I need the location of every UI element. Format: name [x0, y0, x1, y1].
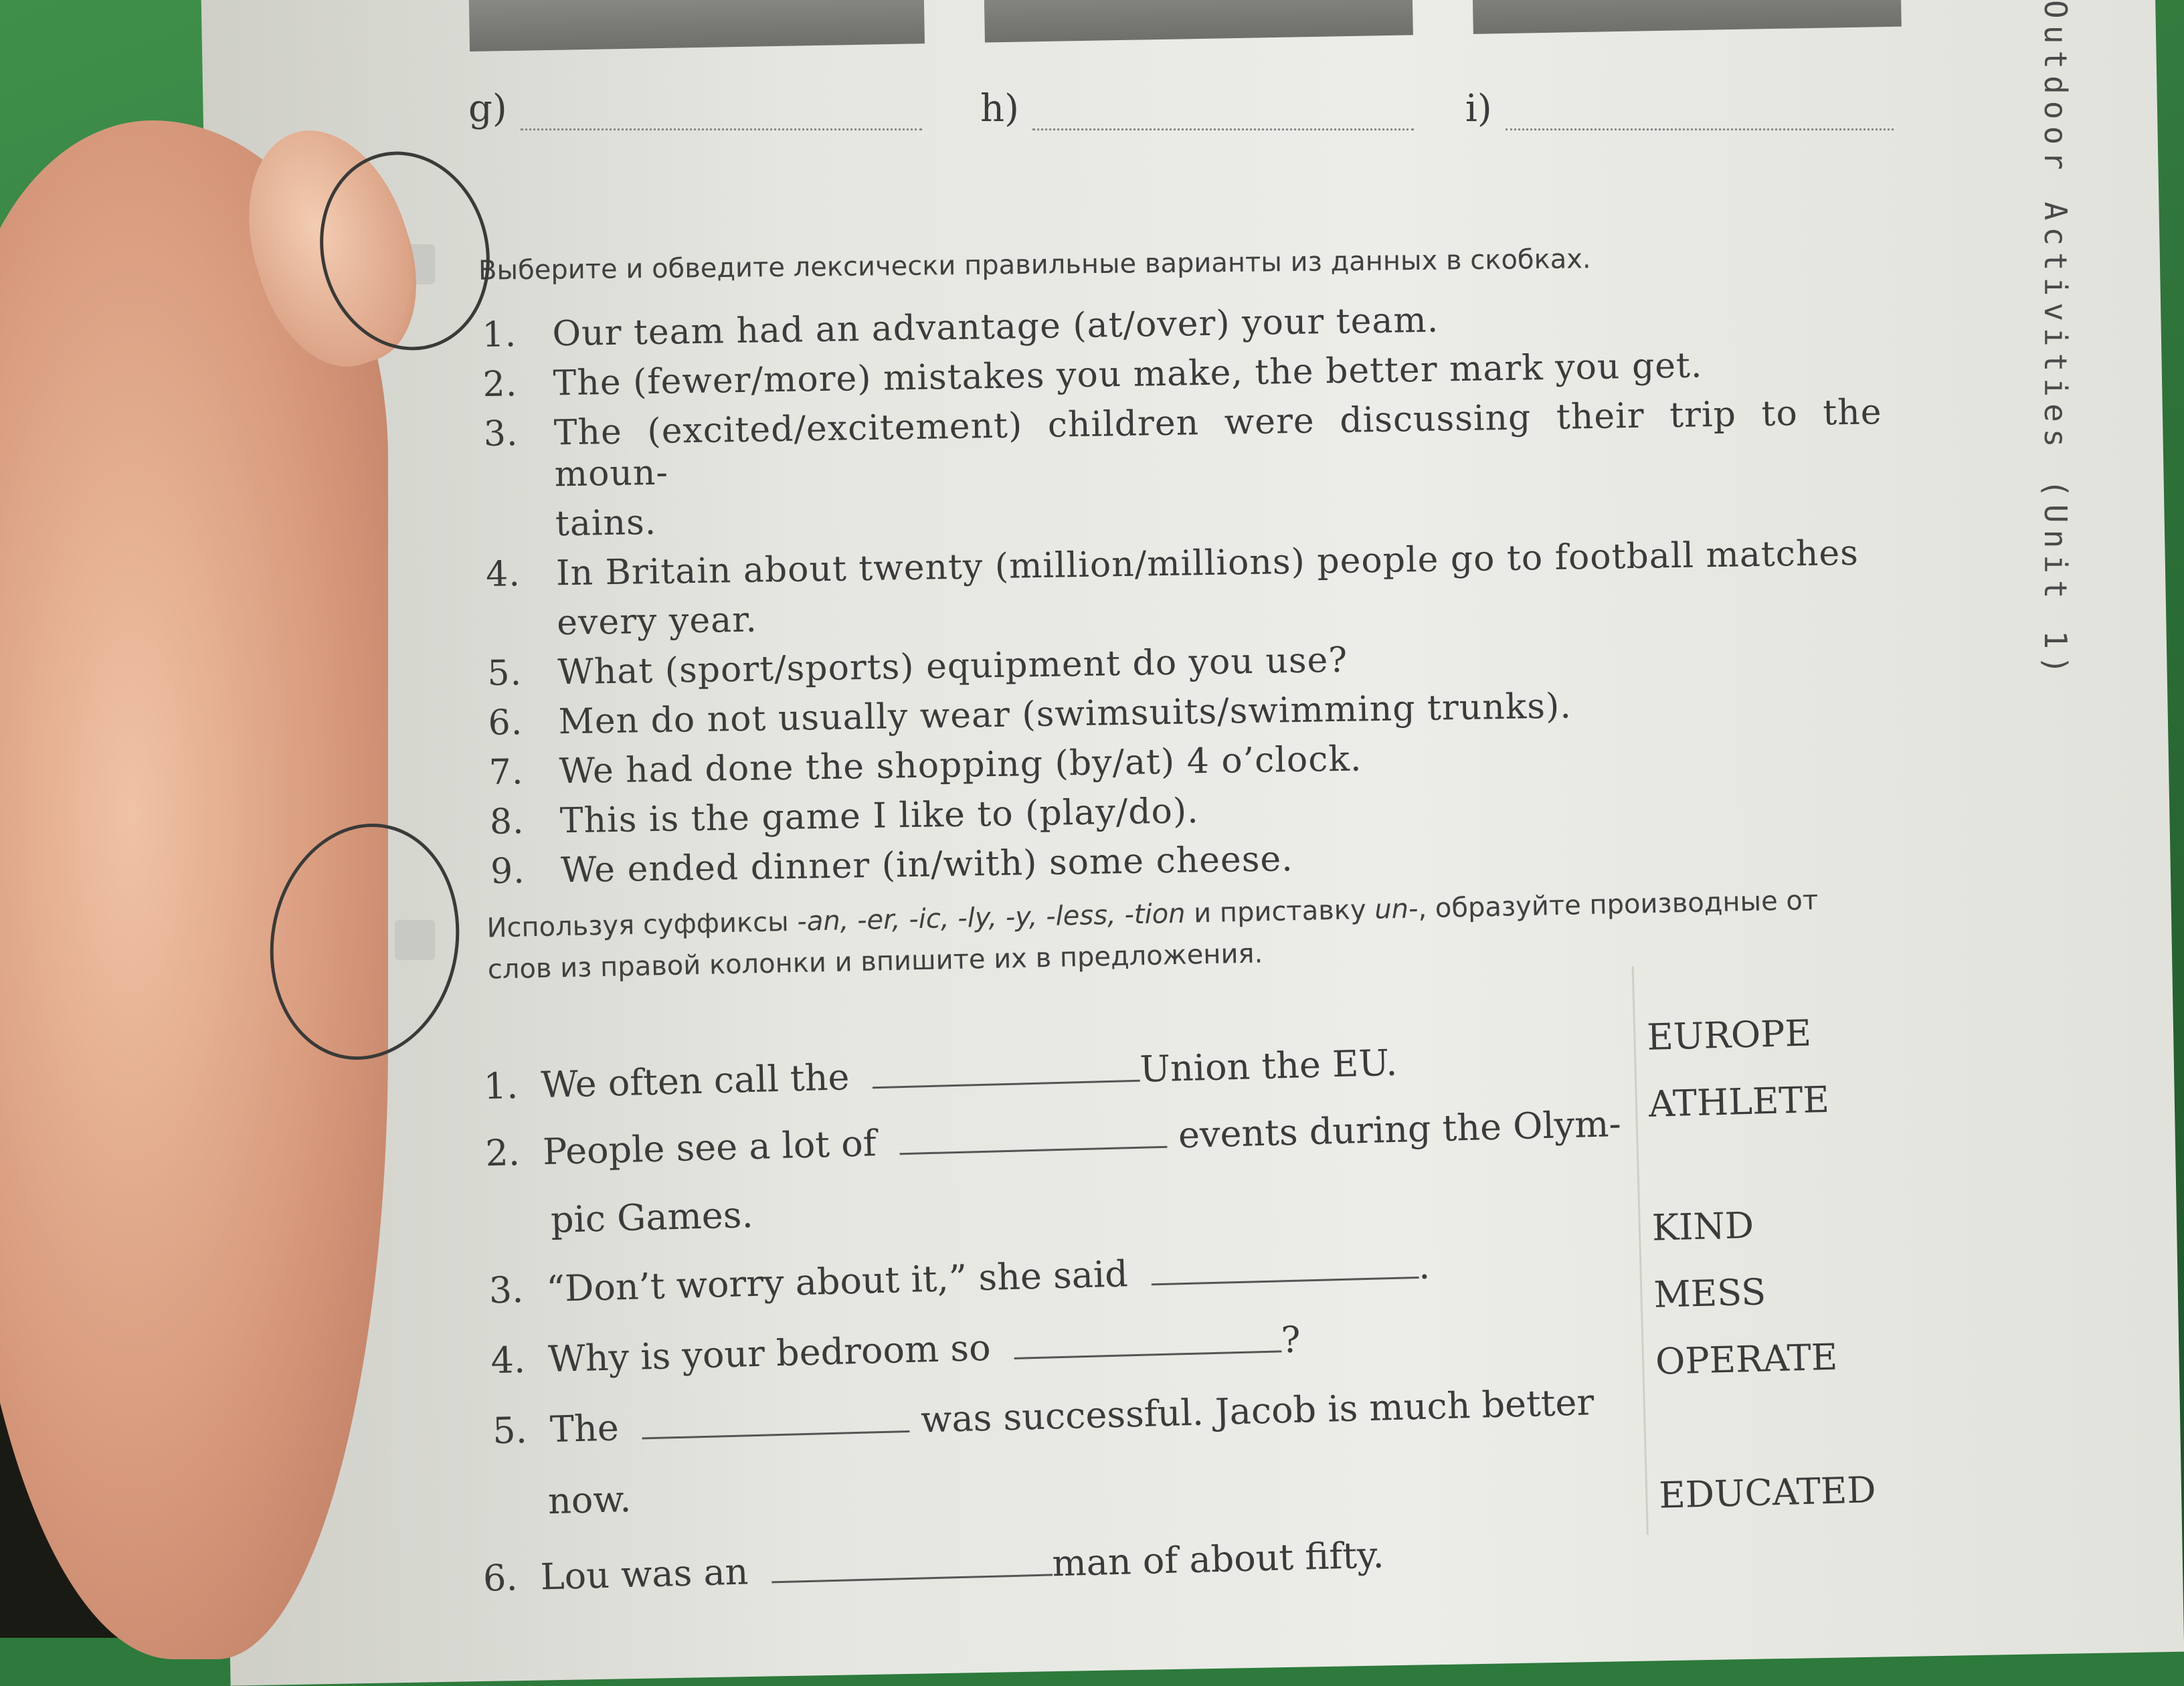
list-item: tains. — [555, 502, 657, 545]
list-item: 7. We had done the shopping (by/at) 4 o’clock. — [488, 739, 1362, 793]
root-word: ATHLETE — [1648, 1078, 1830, 1125]
list-item: 4. In Britain about twenty (million/millions) people go to football matches — [485, 533, 1859, 595]
list-item: 2. The (fewer/more) mistakes you make, the better mark you get. — [482, 345, 1703, 405]
unit-sidebar-title: Outdoor Activities (Unit 1) — [2037, 0, 2074, 681]
root-word: MESS — [1653, 1271, 1766, 1316]
root-word: EDUCATED — [1658, 1469, 1877, 1517]
exercise1-instruction: Выберите и обведите лексически правильные варианты из данных в скобках. — [478, 244, 1591, 286]
list-item: 3. “Don’t worry about it,” she said . — [488, 1243, 1431, 1312]
list-item: 6. Men do not usually wear (swimsuits/swimming trunks). — [488, 686, 1572, 743]
list-item: 6. Lou was an man of about fifty. — [482, 1533, 1385, 1600]
list-item: 2. People see a lot of events during the Olym- — [484, 1102, 1622, 1175]
list-item: 9. We ended dinner (in/with) some cheese. — [490, 839, 1294, 892]
column-divider — [1632, 966, 1649, 1535]
root-word: OPERATE — [1655, 1335, 1838, 1383]
list-item: every year. — [556, 599, 758, 644]
list-item: 1. Our team had an advantage (at/over) your team. — [482, 300, 1439, 355]
answer-label-g: g) — [468, 87, 922, 130]
root-word: KIND — [1651, 1204, 1754, 1249]
exercise1-list — [482, 292, 1890, 901]
exercise2-instruction: Используя суффиксы -an, -er, -ic, -ly, -y, -less, -tion и приставку un-, образуйте производные от слов из правой колонки и впишите их в предложения. — [486, 884, 1819, 986]
list-item-continuation: now. — [547, 1477, 632, 1523]
list-item: 4. Why is your bedroom so ? — [490, 1317, 1301, 1382]
list-item: 1. We often call the Union the EU. — [482, 1041, 1398, 1108]
root-word: EUROPE — [1646, 1012, 1812, 1058]
list-item-continuation: pic Games. — [550, 1193, 754, 1241]
answer-label-h: h) — [980, 87, 1414, 130]
answer-label-i: i) — [1465, 87, 1894, 130]
list-item: 5. What (sport/sports) equipment do you use? — [486, 640, 1348, 694]
list-item: 8. This is the game I like to (play/do). — [489, 791, 1200, 842]
list-item: 5. The was successful. Jacob is much better — [492, 1381, 1595, 1453]
list-item: 3. The (excited/excitement) children were discussing their trip to the moun- — [483, 392, 1883, 495]
